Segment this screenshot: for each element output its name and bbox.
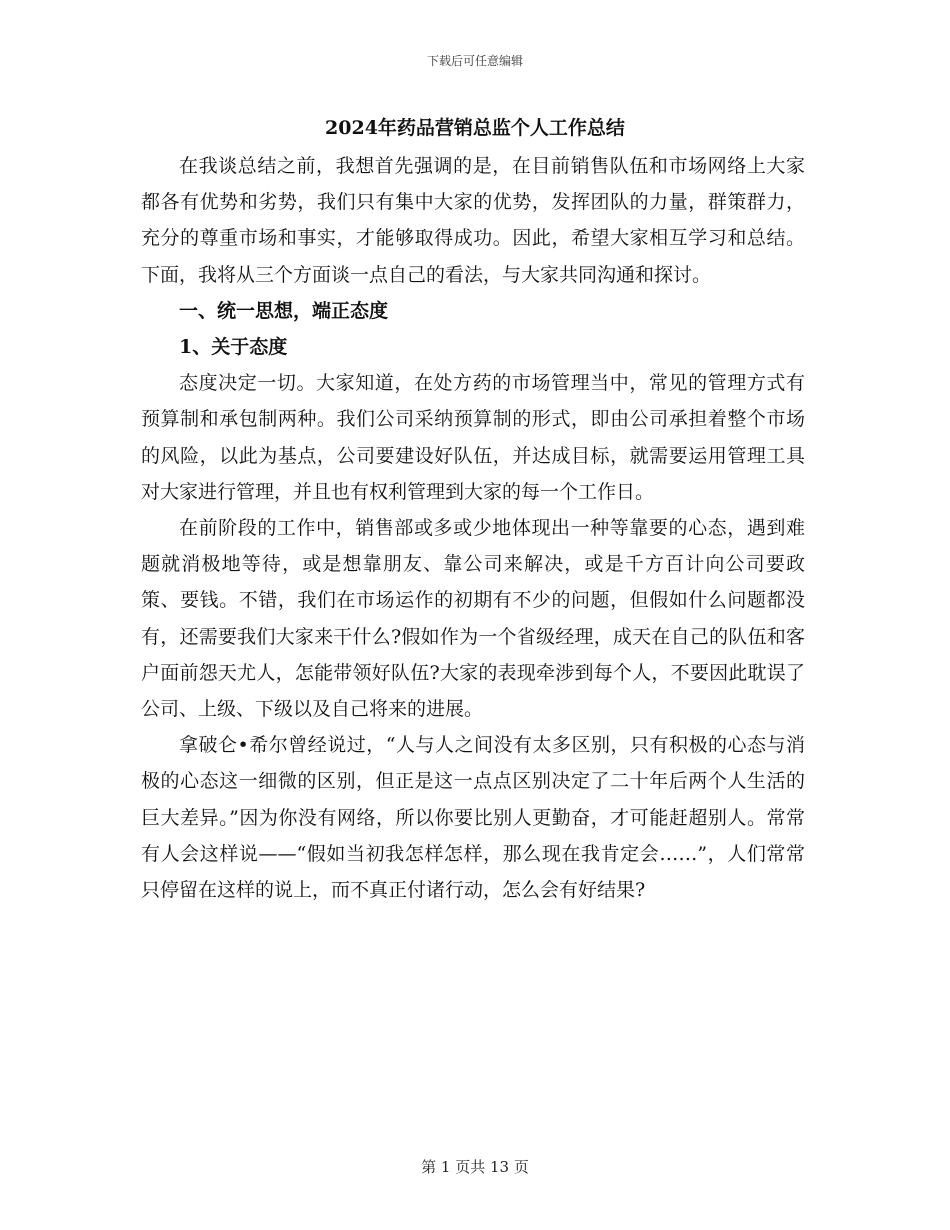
document-title: 2024年药品营销总监个人工作总结 [325,117,625,139]
section-heading: 一、统一思想，端正态度 [179,299,389,322]
document-body [141,148,805,908]
body-paragraph-quote: 拿破仑•希尔曾经说过，“人与人之间没有太多区别，只有积极的心态与消极的心态这一细微的区别，但正是这一点点区别决定了二十年后两个人生活的巨大差异。”因为你没有网络，所以你要比别人更勤奋，才可能赶超别人。常常有人会这样说——“假如当初我怎样怎样，那么现在我肯定会……”，人们常常只停留在这样的说上，而不真正付诸行动，怎么会有好结果? [141,734,805,902]
page-number-footer: 第 1 页共 13 页 [421,1158,529,1176]
body-paragraph-attitude: 态度决定一切。大家知道，在处方药的市场管理当中，常见的管理方式有预算制和承包制两种。我们公司采纳预算制的形式，即由公司承担着整个市场的风险，以此为基点，公司要建设好队伍，并达成目标，就需要运用管理工具对大家进行管理，并且也有权利管理到大家的每一个工作日。 [141,372,805,503]
subsection-heading: 1、关于态度 [179,336,288,359]
body-paragraph-mindset: 在前阶段的工作中，销售部或多或少地体现出一种等靠要的心态，遇到难题就消极地等待，或是想靠朋友、靠公司来解决，或是千方百计向公司要政策、要钱。不错，我们在市场运作的初期有不少的问题，但假如什么问题都没有，还需要我们大家来干什么?假如作为一个省级经理，成天在自己的队伍和客户面前怨天尤人，怎能带领好队伍?大家的表现牵涉到每个人，不要因此耽误了公司、上级、下级以及自己将来的进展。 [141,517,805,721]
intro-paragraph: 在我谈总结之前，我想首先强调的是，在目前销售队伍和市场网络上大家都各有优势和劣势，我们只有集中大家的优势，发挥团队的力量，群策群力，充分的尊重市场和事实，才能够取得成功。因此，希望大家相互学习和总结。下面，我将从三个方面谈一点自己的看法，与大家共同沟通和探讨。 [141,155,805,286]
page-header-note: 下载后可任意编辑 [426,54,523,68]
